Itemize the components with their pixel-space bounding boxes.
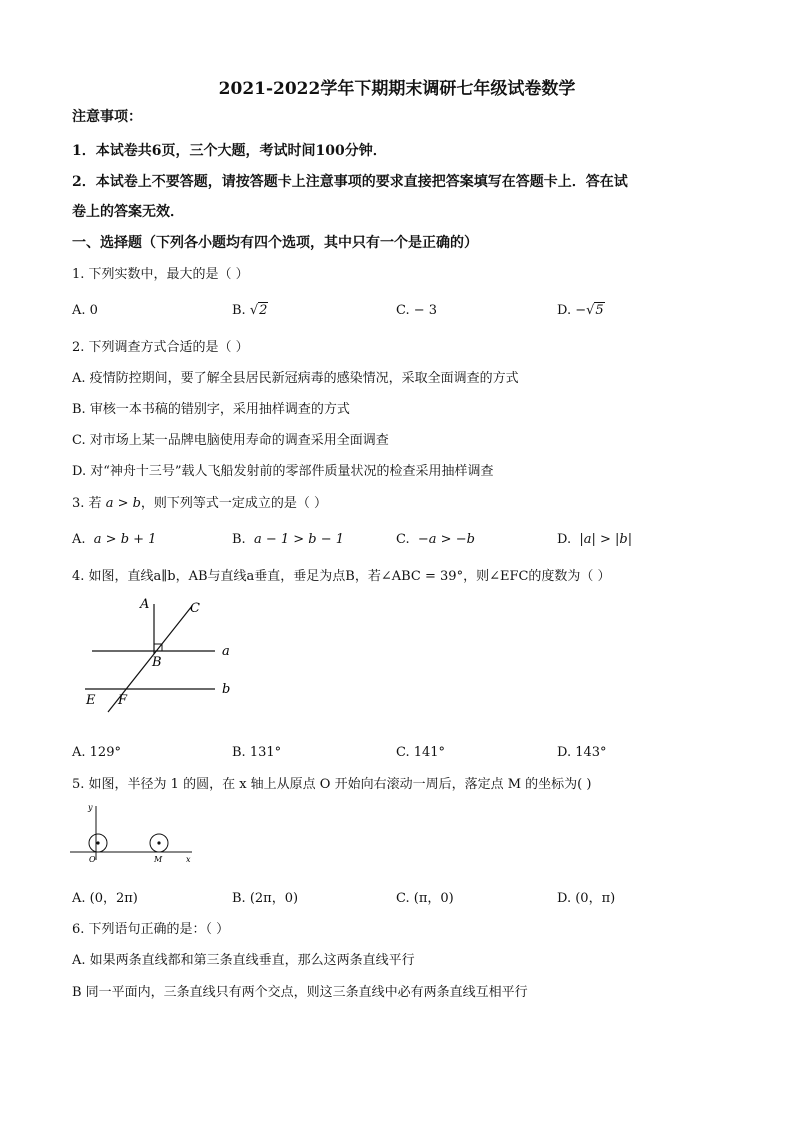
q1-stem: 1. 下列实数中，最大的是（ ） — [72, 267, 249, 282]
q3-option-b-math: a − 1 > b − 1 — [253, 532, 345, 547]
q3-option-a-math: a > b + 1 — [93, 532, 157, 547]
label-origin: O — [89, 855, 96, 864]
notice-item-2-cont: 卷上的答案无效． — [72, 204, 184, 220]
q3-option-d-math: |a| > |b| — [579, 532, 633, 547]
q5-option-a: A. (0，2π) — [72, 891, 138, 906]
label-m-point: M — [154, 855, 163, 864]
label-e-point: E — [86, 693, 96, 708]
q3-stem-math: a > b — [105, 496, 141, 511]
circle-center-dot — [157, 841, 160, 844]
q3-option-a-label: A. — [72, 532, 86, 547]
q3-stem-post: ，则下列等式一定成立的是（ ） — [140, 496, 328, 511]
circle-center-dot — [96, 841, 99, 844]
q2-option-c: C. 对市场上某一品牌电脑使用寿命的调查采用全面调查 — [72, 433, 389, 448]
label-b-point: B — [152, 655, 162, 670]
q3-stem-pre: 3. 若 — [72, 496, 102, 511]
q3-option-d — [557, 532, 632, 548]
q3-option-b-label: B. — [232, 532, 246, 547]
q3-stem — [72, 496, 327, 512]
q5-option-d: D. (0，π) — [557, 891, 616, 906]
q4-option-d: D. 143° — [557, 745, 607, 760]
q1-option-a: A. 0 — [72, 303, 98, 318]
notice-item-2: 2．本试卷上不要答题，请按答题卡上注意事项的要求直接把答案填写在答题卡上．答在试 — [72, 174, 628, 190]
label-line-a: a — [222, 644, 230, 659]
sqrt-symbol: √5 — [586, 303, 604, 318]
q5-option-b: B. (2π，0) — [232, 891, 299, 906]
q6-option-a: A. 如果两条直线都和第三条直线垂直，那么这两条直线平行 — [72, 953, 415, 968]
notice-item-1: 1．本试卷共6页，三个大题，考试时间100分钟． — [72, 143, 387, 159]
q5-option-c: C. (π，0) — [396, 891, 454, 906]
q5-figure — [68, 800, 198, 870]
q4-stem: 4. 如图，直线a∥b，AB与直线a垂直，垂足为点B，若∠ABC = 39°，则∠EFC的度数为（ ） — [72, 569, 611, 584]
sqrt-symbol: √2 — [249, 303, 268, 318]
label-f-point: F — [118, 693, 128, 708]
q3-option-c-math: −a > −b — [417, 532, 475, 547]
label-x-axis: x — [186, 855, 191, 864]
q5-stem: 5. 如图，半径为 1 的圆，在 x 轴上从原点 O 开始向右滚动一周后，落定点 M 的坐标为( ) — [72, 777, 592, 792]
q3-option-c-label: C. — [396, 532, 410, 547]
label-c-point: C — [190, 601, 200, 616]
q2-option-d: D. 对“神舟十三号”载人飞船发射前的零部件质量状况的检查采用抽样调查 — [72, 464, 494, 479]
q4-option-c: C. 141° — [396, 745, 446, 760]
q2-stem: 2. 下列调查方式合适的是（ ） — [72, 340, 249, 355]
q3-option-c — [396, 532, 475, 548]
q4-figure — [72, 594, 242, 716]
q2-option-a: A. 疫情防控期间，要了解全县居民新冠病毒的感染情况，采取全面调查的方式 — [72, 371, 519, 386]
q1-d-radicand: 5 — [595, 303, 604, 318]
label-a-point: A — [140, 597, 150, 612]
q1-option-b-label: B. — [232, 303, 246, 318]
label-line-b: b — [222, 682, 231, 697]
q6-stem: 6. 下列语句正确的是：（ ） — [72, 922, 230, 937]
q3-option-d-label: D. — [557, 532, 572, 547]
q2-option-b: B. 审核一本书稿的错别字，采用抽样调查的方式 — [72, 402, 350, 417]
section-heading: 一、选择题（下列各小题均有四个选项，其中只有一个是正确的） — [72, 235, 478, 251]
q4-option-b: B. 131° — [232, 745, 282, 760]
notice-heading: 注意事项： — [72, 109, 142, 125]
exam-title: 2021-2022学年下期期末调研七年级试卷数学 — [218, 79, 576, 99]
q1-option-d-label: D. − — [557, 303, 587, 318]
q4-option-a: A. 129° — [72, 745, 121, 760]
label-y-axis: y — [88, 803, 93, 812]
q3-option-a — [72, 532, 156, 548]
q1-b-radicand: 2 — [259, 303, 268, 318]
q6-option-b: B 同一平面内，三条直线只有两个交点，则这三条直线中必有两条直线互相平行 — [72, 985, 528, 1000]
q1-option-b — [232, 303, 268, 319]
q3-option-b — [232, 532, 344, 548]
q1-option-c: C. − 3 — [396, 303, 438, 318]
q1-option-d — [557, 303, 605, 319]
